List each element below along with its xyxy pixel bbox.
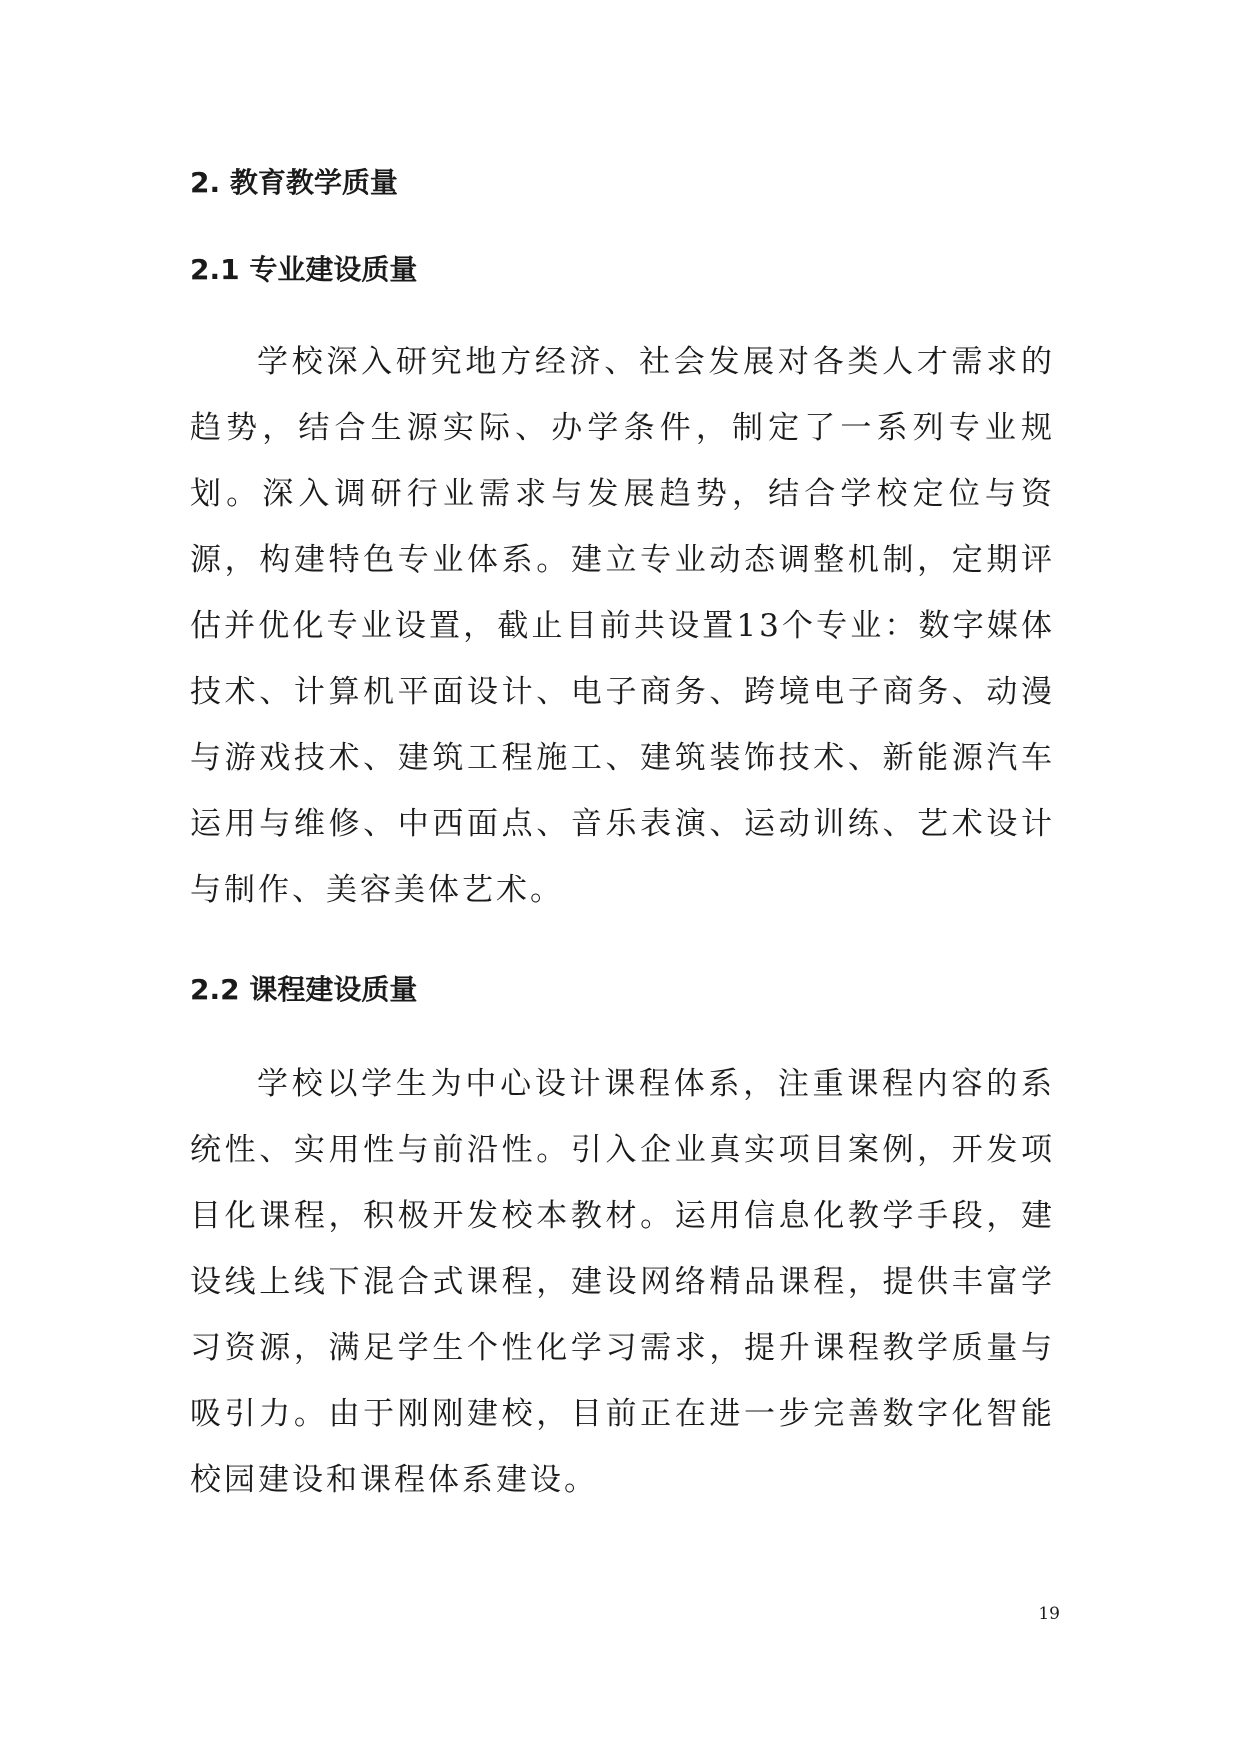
section-heading-education-quality: 2. 教育教学质量 <box>190 166 398 199</box>
subsection-heading-course-construction: 2.2 课程建设质量 <box>190 973 418 1006</box>
subsection-heading-major-construction: 2.1 专业建设质量 <box>190 253 418 286</box>
page-number: 19 <box>1038 1604 1060 1624</box>
paragraph-course-construction: 学校以学生为中心设计课程体系，注重课程内容的系统性、实用性与前沿性。引入企业真实项目案例，开发项目化课程，积极开发校本教材。运用信息化教学手段，建设线上线下混合式课程，建设网络精品课程，提供丰富学习资源，满足学生个性化学习需求，提升课程教学质量与吸引力。由于刚刚建校，目前正在进一步完善数字化智能校园建设和课程体系建设。 <box>190 1066 1055 1498</box>
paragraph-major-construction: 学校深入研究地方经济、社会发展对各类人才需求的趋势，结合生源实际、办学条件，制定了一系列专业规划。深入调研行业需求与发展趋势，结合学校定位与资源，构建特色专业体系。建立专业动态调整机制，定期评估并优化专业设置，截止目前共设置13个专业：数字媒体技术、计算机平面设计、电子商务、跨境电子商务、动漫与游戏技术、建筑工程施工、建筑装饰技术、新能源汽车运用与维修、中西面点、音乐表演、运动训练、艺术设计与制作、美容美体艺术。 <box>190 344 1055 908</box>
